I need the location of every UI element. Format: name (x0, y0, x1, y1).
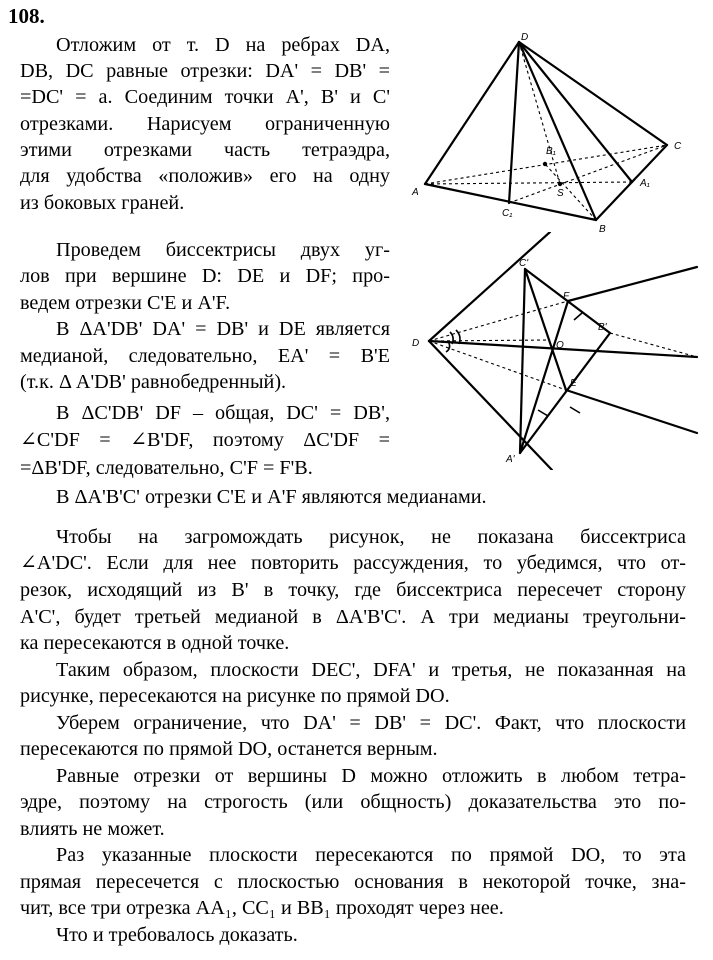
para3-line: резок, исходящий из B' в точку, где биссектриса пересечет сторону (20, 579, 686, 601)
para1-line: Отложим от т. D на ребрах DA, (56, 34, 390, 56)
segment-DS (519, 42, 560, 184)
para3-line: Равные отрезки от вершины D можно отложить в любом тетра- (56, 765, 686, 787)
label-S: S (557, 188, 564, 199)
ray-bisector-E (566, 390, 697, 433)
tick-mark (574, 313, 582, 320)
para3-line: ка пересекаются в одной точке. (20, 632, 290, 654)
para2-line: (т.к. Δ A'DB' равнобедренный). (20, 371, 287, 393)
point-S (558, 182, 562, 186)
para1-line: =DC' = a. Соединим точки A', B' и C' (20, 86, 390, 108)
para2-line: =ΔB'DF, следовательно, C'F = F'B. (20, 457, 313, 479)
para3-line: Уберем ограничение, что DA' = DB' = DC'. Факт, что плоскости (56, 712, 686, 734)
label-C: C (674, 141, 682, 152)
para2-line: В ΔA'DB' DA' = DB' и DE является (56, 318, 390, 340)
para3-line: пересекаются по прямой DO, останется верным. (20, 738, 438, 760)
problem-number: 108. (8, 4, 45, 28)
para3-line: эдре, поэтому на строгость (или общность) доказательства это по- (20, 791, 686, 813)
ray-DA (429, 341, 552, 470)
para2-line: В ΔA'B'C' отрезки C'E и A'F являются медианами. (56, 486, 487, 508)
edge-DA (425, 42, 519, 184)
point-B1 (543, 162, 547, 166)
segment-DA1 (519, 42, 632, 182)
para2-line: ведем отрезки C'E и A'F. (20, 292, 231, 314)
label-D: D (521, 32, 529, 43)
para3-line: ∠A'DC'. Если для нее повторить рассуждения, то убедимся, что от- (20, 552, 686, 574)
para2-line: В ΔC'DB' DF – общая, DC' = DB', (56, 402, 390, 424)
label-C-prime: C' (519, 258, 529, 269)
para1-line: DB, DC равные отрезки: DA' = DB' = (20, 60, 390, 82)
para1-line: из боковых граней. (20, 192, 185, 214)
para3-line: влиять не может. (20, 818, 165, 840)
para3-line: Что и требовалось доказать. (56, 924, 298, 946)
para2-line: лов при вершине D: DE и DF; про- (20, 265, 390, 287)
tick-mark (570, 407, 580, 413)
para3-line: Раз указанные плоскости пересекаются по прямой DO, то эта (56, 844, 686, 866)
para2-line: Проведем биссектрисы двух уг- (56, 239, 390, 261)
label-B1: B₁ (546, 146, 556, 157)
medians-figure (405, 232, 705, 470)
para3-line: рисунке, пересекаются на рисунке по прямой DO. (20, 685, 450, 707)
label-A-prime: A' (506, 454, 515, 465)
tetrahedron-figure (400, 28, 700, 240)
para3-line: чит, все три отрезка AA₁, CC₁ и BB₁ проходят через нее. (20, 897, 504, 919)
label-A1: A₁ (640, 178, 650, 189)
para3-line: Чтобы на загромождать рисунок, не показана биссектриса (56, 526, 686, 548)
label-A: A (412, 187, 419, 198)
label-O: O (556, 340, 564, 351)
para2-line: медианой, следовательно, EA' = B'E (20, 345, 390, 367)
segment-DC1 (509, 42, 519, 203)
para1-line: этими отрезками часть тетраэдра, (20, 139, 390, 161)
side-C'A' (520, 269, 525, 453)
label-B-prime: B' (598, 322, 607, 333)
label-E: E (570, 378, 577, 389)
para1-line: для удобства «положив» его на одну (20, 165, 390, 187)
para2-line: ∠C'DF = ∠B'DF, поэтому ΔC'DF = (20, 429, 390, 451)
median-AA1 (425, 182, 632, 184)
label-F: F (563, 291, 570, 302)
ray-bisector-F (568, 267, 697, 301)
para3-line: прямая пересечется с плоскостью основания в некоторой точке, зна- (20, 871, 686, 893)
para3-line: Таким образом, плоскости DEC', DFA' и третья, не показанная на (56, 659, 686, 681)
label-C1: C₁ (502, 208, 513, 219)
para3-line: A'C', будет третьей медианой в ΔA'B'C'. А три медианы треугольни- (20, 606, 686, 628)
side-B'A' (520, 333, 610, 453)
segment-DO (429, 340, 548, 341)
label-D: D (412, 338, 420, 349)
para1-line: отрезками. Нарисуем ограниченную (20, 113, 390, 135)
median-CC1 (509, 145, 667, 203)
label-B: B (599, 224, 606, 235)
tick-mark (538, 410, 548, 416)
